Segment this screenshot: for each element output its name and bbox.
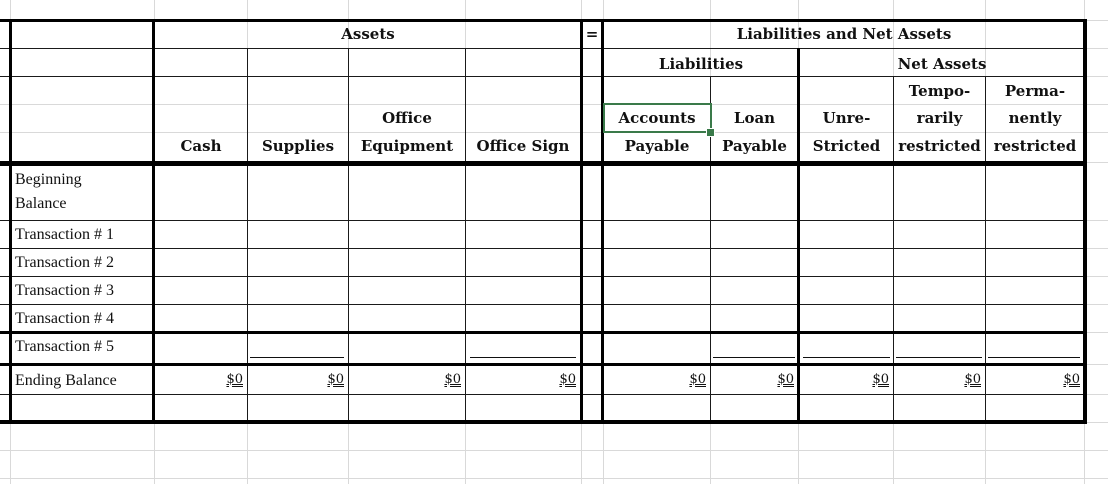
table-border-left (9, 19, 12, 424)
cell-border (985, 76, 986, 422)
ending-value-cash: $0 (226, 372, 243, 387)
column-header-accounts-payable[interactable]: Accounts (618, 109, 696, 127)
gridline (0, 478, 1108, 479)
header-bottom-border (0, 161, 1087, 166)
column-header-loan-payable: Loan (733, 109, 776, 127)
column-header-permanently-restricted: nently (1008, 109, 1062, 127)
cell-border (0, 76, 1084, 77)
ending-value-unrestricted: $0 (872, 372, 889, 387)
column-header-loan-payable: Payable (722, 137, 787, 155)
ending-value-temporarily-restricted: $0 (964, 372, 981, 387)
subtotal-underline (803, 357, 890, 358)
net-assets-header: Net Assets (897, 55, 987, 73)
equals-sign: = (585, 25, 599, 43)
cell-border (0, 394, 1084, 395)
subtotal-underline (713, 357, 795, 358)
column-header-cash: Cash (180, 137, 222, 155)
liabilities-header: Liabilities (658, 55, 744, 73)
cell-border (797, 48, 800, 424)
cell-border (0, 248, 1084, 249)
row-label-transaction-5: Transaction # 5 (15, 338, 114, 355)
column-header-office-equipment: Equipment (360, 137, 454, 155)
cell-border (152, 19, 155, 424)
subtotal-underline (896, 357, 982, 358)
column-header-unrestricted: Unre- (822, 109, 871, 127)
row-label-transaction-1: Transaction # 1 (15, 226, 114, 243)
column-header-temporarily-restricted: Tempo- (908, 82, 971, 100)
ending-value-loan-payable: $0 (777, 372, 794, 387)
column-header-office-sign: Office Sign (476, 137, 570, 155)
cell-border (580, 19, 583, 424)
subtotal-underline (250, 357, 344, 358)
column-header-unrestricted: Stricted (812, 137, 881, 155)
table-border-bottom (0, 420, 1087, 424)
cell-border (0, 363, 1087, 366)
table-border-right (1083, 19, 1087, 424)
ending-value-office-equipment: $0 (444, 372, 461, 387)
liabilities-net-assets-header: Liabilities and Net Assets (736, 25, 952, 43)
ending-value-supplies: $0 (327, 372, 344, 387)
column-header-temporarily-restricted: rarily (916, 109, 963, 127)
ending-value-accounts-payable: $0 (689, 372, 706, 387)
column-header-office-equipment: Office (382, 109, 432, 127)
gridline (0, 104, 1108, 105)
gridline (0, 132, 1108, 133)
selected-cell-outline[interactable] (603, 103, 712, 133)
row-label-ending-balance: Ending Balance (15, 372, 117, 389)
cell-border (601, 19, 604, 424)
row-label-beginning-balance: Beginning (15, 171, 82, 188)
ending-value-office-sign: $0 (559, 372, 576, 387)
table-border-top (0, 19, 1087, 22)
cell-border (0, 220, 1084, 221)
subtotal-underline (988, 357, 1080, 358)
row-label-transaction-4: Transaction # 4 (15, 310, 114, 327)
column-header-permanently-restricted: Perma- (1004, 82, 1066, 100)
cell-border (0, 276, 1084, 277)
cell-border (0, 331, 1087, 334)
subtotal-underline (470, 357, 576, 358)
column-header-temporarily-restricted: restricted (898, 137, 981, 155)
cell-border (893, 76, 894, 422)
column-header-supplies: Supplies (261, 137, 335, 155)
assets-header: Assets (341, 25, 395, 43)
cell-border (0, 48, 1084, 49)
row-label-transaction-3: Transaction # 3 (15, 282, 114, 299)
column-header-accounts-payable: Payable (624, 137, 690, 155)
fill-handle[interactable] (706, 128, 715, 137)
ending-value-permanently-restricted: $0 (1063, 372, 1080, 387)
gridline (0, 450, 1108, 451)
row-label-transaction-2: Transaction # 2 (15, 254, 114, 271)
row-label-beginning-balance: Balance (15, 195, 67, 212)
cell-border (0, 304, 1084, 305)
column-header-permanently-restricted: restricted (993, 137, 1077, 155)
